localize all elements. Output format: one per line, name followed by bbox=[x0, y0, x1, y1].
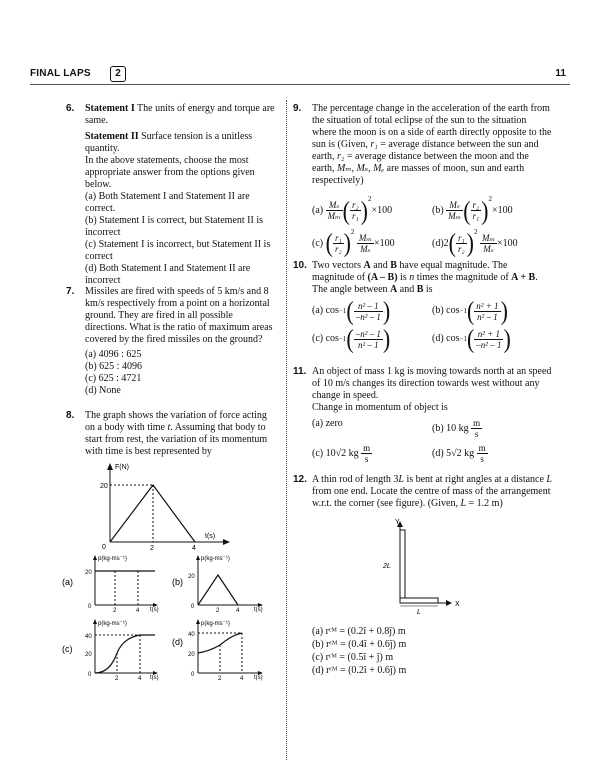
times-100: ×100 bbox=[371, 205, 393, 216]
coefficient: 2 bbox=[443, 237, 449, 249]
option-a-label: (a) bbox=[62, 577, 73, 587]
option-a[interactable]: (a) $\frac{\text{Mₛ}}{\text{Mₘ}}$ ( $\frac{\text{r₂}}{\text{r₁}}$ )$^2$×100 bbox=[312, 195, 393, 226]
question-number: 8. bbox=[66, 410, 75, 421]
option-label: (d) bbox=[432, 237, 444, 249]
question-6 bbox=[66, 103, 280, 287]
y-tick-label: 20 bbox=[100, 483, 108, 490]
r2-symbol: r₂ bbox=[337, 151, 345, 162]
option-b-graph[interactable] bbox=[172, 555, 263, 614]
tick: 4 bbox=[136, 608, 140, 614]
statement-2-text: Surface tension is a unitless quantity. bbox=[85, 131, 253, 154]
question-text-cont: is bbox=[423, 284, 433, 295]
question-text: Two vectors bbox=[312, 260, 364, 271]
statement-2-label: Statement II bbox=[85, 131, 139, 142]
tick: 4 bbox=[240, 676, 244, 682]
question-text-cont: . Assuming that body to start from rest, the variation of its momentum with time is best represented by bbox=[85, 422, 268, 457]
times-100: ×100 bbox=[373, 237, 395, 249]
origin-label: 0 bbox=[102, 544, 106, 550]
x-tick-label: 2 bbox=[150, 545, 154, 550]
tick: 20 bbox=[188, 574, 195, 580]
conjunction: and bbox=[370, 260, 391, 271]
option-c-graph[interactable] bbox=[62, 619, 159, 682]
vector-b: B bbox=[390, 260, 397, 271]
option-c[interactable]: (c) 10√2 kg $\frac{m}{s}$ bbox=[312, 443, 371, 464]
tick: 2 bbox=[115, 676, 119, 682]
exponent: 2 bbox=[473, 227, 478, 236]
option-c[interactable]: (c) ( $\frac{\text{r₁}}{\text{r₂}}$ )$^2$ $\frac{\text{Mₘ}}{\text{Mₛ}}$ ×100 bbox=[312, 227, 395, 258]
x-axis-label: X bbox=[455, 601, 460, 608]
option-b[interactable]: (b) cos −1 ( $\frac{\text{n² + 1}}{\text{n² – 1}}$ ) bbox=[432, 295, 508, 326]
book-logo-icon: 2 bbox=[110, 66, 126, 82]
question-prompt: In the above statements, choose the most appropriate answer from the options given below. bbox=[85, 155, 255, 190]
tick: 2 bbox=[218, 676, 222, 682]
vector-sum: A + B bbox=[511, 272, 536, 283]
tick: 0 bbox=[88, 604, 92, 610]
tick: 0 bbox=[191, 604, 195, 610]
y-axis-label: F(N) bbox=[115, 464, 129, 471]
y-axis-label: p(kg-ms⁻¹) bbox=[201, 621, 230, 627]
fraction: $\frac{\text{r₂}}{\text{r₁}}$ bbox=[472, 200, 480, 222]
question-number: 9. bbox=[293, 103, 302, 114]
option-b[interactable]: (b) 10 kg $\frac{m}{s}$ bbox=[432, 418, 481, 439]
fraction: $\frac{\text{Mₛ}}{\text{Mₘ}}$ bbox=[448, 200, 462, 222]
fraction: $\frac{\text{r₁}}{\text{r₂}}$ bbox=[458, 232, 465, 254]
question-text-cont: have equal magnitude. The magnitude of bbox=[312, 260, 508, 283]
question-text-cont: = average distance between the sun and earth, bbox=[312, 139, 539, 162]
option-d[interactable]: (d) cos −1 ( $\frac{\text{n² + 1}}{\text{–n² – 1}}$ ) bbox=[432, 323, 511, 354]
option-label: (d) cos bbox=[432, 333, 460, 344]
vector-a: A bbox=[363, 260, 371, 271]
option-label: (a) bbox=[312, 205, 324, 216]
tick: 4 bbox=[138, 676, 142, 682]
option-a-graph[interactable] bbox=[62, 555, 159, 614]
question-text-cont: from one end. Locate the centre of mass of the arrangement w.r.t. the corner (see figure). (Given, bbox=[312, 486, 551, 509]
option-graphs bbox=[60, 553, 285, 683]
tick: 20 bbox=[85, 570, 92, 576]
times-100: ×100 bbox=[492, 205, 513, 216]
option-b[interactable]: (b) $\frac{\text{Mₛ}}{\text{Mₘ}}$ ( $\frac{\text{r₂}}{\text{r₁}}$ )$^2$×100 bbox=[432, 195, 513, 226]
fraction: $\frac{\text{r₂}}{\text{r₁}}$ bbox=[351, 200, 359, 222]
question-text: A thin rod of length 3 bbox=[312, 474, 399, 485]
y-axis-label: p(kg-ms⁻¹) bbox=[98, 621, 127, 627]
r1-symbol: r₁ bbox=[370, 139, 378, 150]
option-a[interactable]: (a) zero bbox=[312, 418, 343, 429]
y-axis-label: p(kg-ms⁻¹) bbox=[98, 556, 127, 562]
option-b[interactable]: (b) 625 : 4096 bbox=[85, 361, 142, 372]
question-text: The graph shows the variation of force acting on a body with time bbox=[85, 410, 267, 433]
vector-difference: (A – B) bbox=[367, 272, 398, 283]
l-symbol: L bbox=[546, 474, 552, 485]
y-axis-label: p(kg-ms⁻¹) bbox=[201, 556, 230, 562]
l-symbol: L bbox=[460, 498, 467, 509]
fraction: $\frac{\text{r₁}}{\text{r₂}}$ bbox=[334, 232, 342, 254]
n-symbol: n bbox=[409, 272, 415, 283]
x-axis-label: t(s) bbox=[254, 607, 263, 613]
exponent: 2 bbox=[488, 195, 492, 203]
statement-1-label: Statement I bbox=[85, 103, 135, 114]
horizontal-length-label: L bbox=[417, 609, 421, 616]
question-text-cont: times the magnitude of bbox=[414, 272, 512, 283]
tick: 20 bbox=[188, 652, 195, 658]
tick: 40 bbox=[188, 632, 195, 638]
option-a[interactable]: (a) 4096 : 625 bbox=[85, 349, 142, 360]
question-text-cont: is bbox=[397, 272, 410, 283]
times-100: ×100 bbox=[497, 237, 518, 249]
question-text-cont: = 1.2 m) bbox=[466, 498, 503, 509]
y-axis-label: Y bbox=[395, 519, 400, 526]
l-symbol: L bbox=[398, 474, 404, 485]
vector-a: A bbox=[390, 284, 398, 295]
question-text: The percentage change in the acceleration of the earth from the situation of total eclipse of the sun to the situation where the moon is on a side of earth directly opposite to the sun is (Given, bbox=[312, 103, 552, 150]
question-number: 11. bbox=[293, 366, 307, 377]
question-text: Missiles are fired with speeds of 5 km/s and 8 km/s respectively from a point on a horizontal ground. They are fired in all possible directions. What is the ratio of maximum areas covered by the fired missiles on the ground? bbox=[85, 286, 273, 345]
fraction: $\frac{\text{Mₘ}}{\text{Mₛ}}$ bbox=[358, 232, 372, 254]
tick: 0 bbox=[191, 672, 195, 678]
option-d[interactable]: (d)2( $\frac{\text{r₁}}{\text{r₂}}$ )$^2$ $\frac{\text{Mₘ}}{\text{Mₛ}}$ ×100 bbox=[432, 227, 518, 258]
question-number: 12. bbox=[293, 474, 307, 485]
option-d-label: (d) bbox=[172, 637, 183, 647]
exponent: 2 bbox=[350, 227, 355, 236]
tick: 4 bbox=[236, 608, 240, 614]
x-tick-label: 4 bbox=[192, 545, 196, 550]
option-d[interactable]: (d) None bbox=[85, 385, 121, 396]
x-axis-label: t(s) bbox=[254, 675, 263, 681]
header-rule bbox=[30, 84, 570, 85]
option-d[interactable]: (d) rᶜᴹ = (0.2î + 0.6ĵ) m bbox=[312, 665, 407, 676]
tick: 40 bbox=[85, 634, 92, 640]
vertical-length-label: 2L bbox=[383, 563, 391, 570]
question-12-options bbox=[312, 625, 552, 677]
question-text-cont: are masses of moon, sun and earth respectively) bbox=[312, 163, 525, 186]
option-label: (a) cos bbox=[312, 305, 339, 316]
tick: 20 bbox=[85, 652, 92, 658]
question-text-cont: = average distance between the moon and the earth, bbox=[312, 151, 529, 174]
fraction: $\frac{\text{Mₘ}}{\text{Mₛ}}$ bbox=[481, 232, 495, 254]
option-a[interactable]: (a) Both Statement I and Statement II are correct. bbox=[85, 191, 250, 214]
option-c-label: (c) bbox=[62, 644, 73, 654]
option-b[interactable]: (b) Statement I is correct, but Statement II is incorrect bbox=[85, 215, 264, 238]
x-axis-label: t(s) bbox=[150, 607, 159, 613]
statement-1-text: The units of energy and torque are same. bbox=[85, 103, 275, 126]
option-b-label: (b) bbox=[172, 577, 183, 587]
question-10 bbox=[293, 260, 552, 354]
question-12 bbox=[293, 474, 552, 510]
fraction: $\frac{\text{Mₛ}}{\text{Mₘ}}$ bbox=[327, 200, 341, 222]
tick: 2 bbox=[216, 608, 220, 614]
option-c[interactable]: (c) cos −1 ( $\frac{\text{–n² – 1}}{\text{n² – 1}}$ ) bbox=[312, 323, 391, 354]
tick: 0 bbox=[88, 672, 92, 678]
question-number: 6. bbox=[66, 103, 75, 114]
vector-b: B bbox=[416, 284, 424, 295]
question-11 bbox=[293, 366, 552, 464]
option-d[interactable]: (d) 5√2 kg $\frac{m}{s}$ bbox=[432, 443, 486, 464]
option-label: (b) bbox=[432, 205, 444, 216]
force-time-graph bbox=[85, 460, 235, 550]
option-label: (c) bbox=[312, 237, 324, 249]
page-header bbox=[30, 66, 570, 84]
question-text-cont: is bent at right angles at a distance bbox=[403, 474, 547, 485]
question-9 bbox=[293, 103, 552, 258]
option-c[interactable]: (c) 625 : 4721 bbox=[85, 373, 142, 384]
question-text-cont: . The angle between bbox=[312, 272, 538, 295]
option-d-graph[interactable] bbox=[172, 619, 263, 682]
bent-rod-figure bbox=[375, 518, 475, 618]
option-c[interactable]: (c) rᶜᴹ = (0.5î + ĵ) m bbox=[312, 652, 394, 663]
question-text: An object of mass 1 kg is moving towards north at an speed of 10 m/s changes its direction towards west without any change in speed. bbox=[312, 366, 552, 401]
page-number: 11 bbox=[555, 68, 566, 79]
mass-symbols: Mₘ, Mₛ, Mₑ bbox=[337, 163, 385, 174]
option-label: (b) cos bbox=[432, 305, 460, 316]
option-c[interactable]: (c) Statement I is incorrect, but Statement II is correct bbox=[85, 239, 271, 262]
time-variable: t bbox=[167, 422, 171, 433]
column-divider bbox=[286, 100, 287, 760]
tick: 2 bbox=[113, 608, 117, 614]
question-number: 7. bbox=[66, 286, 75, 297]
header-title: FINAL LAPS bbox=[30, 68, 91, 79]
x-axis-label: t(s) bbox=[205, 533, 216, 540]
option-label: (c) cos bbox=[312, 333, 339, 344]
option-b[interactable]: (b) rᶜᴹ = (0.4î + 0.6ĵ) m bbox=[312, 639, 407, 650]
option-a[interactable]: (a) cos −1 ( $\frac{\text{n² – 1}}{\text{–n² – 1}}$ ) bbox=[312, 295, 391, 326]
option-a[interactable]: (a) rᶜᴹ = (0.2î + 0.8ĵ) m bbox=[312, 626, 406, 637]
x-axis-label: t(s) bbox=[150, 675, 159, 681]
question-7 bbox=[66, 286, 277, 397]
question-prompt: Change in momentum of object is bbox=[312, 402, 448, 413]
option-d[interactable]: (d) Both Statement I and Statement II are incorrect bbox=[85, 263, 251, 286]
conjunction: and bbox=[397, 284, 417, 295]
exponent: 2 bbox=[367, 195, 372, 203]
question-8 bbox=[66, 410, 277, 458]
question-number: 10. bbox=[293, 260, 307, 271]
